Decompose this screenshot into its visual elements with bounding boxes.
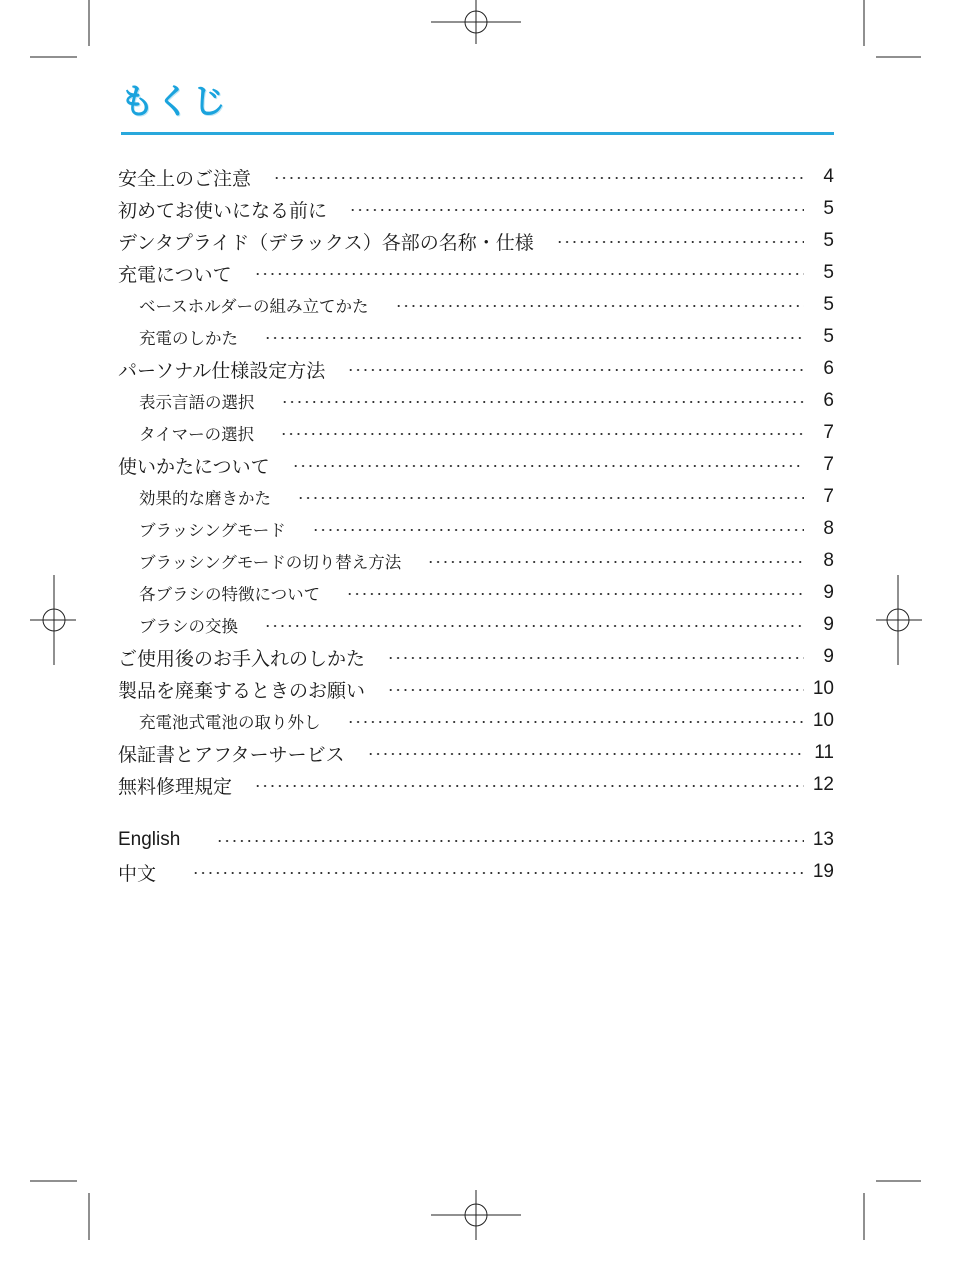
toc-entry-label: タイマーの選択: [139, 425, 255, 444]
toc-entry-page-number: 5: [823, 198, 834, 219]
toc-entry-label: 保証書とアフターサービス: [118, 743, 345, 766]
toc-language-page-number: 13: [812, 829, 834, 850]
toc-entry: [139, 485, 834, 509]
toc-entry-page-number: 5: [823, 294, 834, 315]
dot-leader: [387, 657, 804, 659]
dot-leader: [367, 753, 804, 755]
toc-entry-label: デンタプライド（デラックス）各部の名称・仕様: [118, 231, 534, 254]
toc-entry: [118, 357, 834, 381]
toc-entry-page-number: 6: [823, 358, 834, 379]
toc-entry-page-number: 8: [823, 518, 834, 539]
toc-entry-label: 使いかたについて: [118, 455, 270, 478]
toc-entry: [118, 645, 834, 669]
toc-entry-page-number: 4: [823, 166, 834, 187]
toc-entry-page-number: 7: [823, 486, 834, 507]
dot-leader: [216, 840, 804, 842]
toc-entry: [139, 613, 834, 637]
dot-leader: [346, 593, 804, 595]
toc-entry-page-number: 9: [823, 646, 834, 667]
toc-entry: [139, 549, 834, 573]
toc-entry-label: 安全上のご注意: [118, 167, 252, 190]
toc-entry: [139, 421, 834, 445]
toc-entry: [118, 453, 834, 477]
toc-entry: [139, 581, 834, 605]
toc-language-label: English: [118, 829, 181, 850]
dot-leader: [556, 241, 804, 243]
dot-leader: [387, 689, 804, 691]
dot-leader: [264, 337, 804, 339]
dot-leader: [273, 177, 804, 179]
page-title: もくじ: [120, 82, 228, 122]
dot-leader: [254, 785, 804, 787]
toc-entry-label: ご使用後のお手入れのしかた: [118, 647, 366, 670]
toc-entry: [118, 773, 834, 797]
toc-entry: [139, 325, 834, 349]
toc-entry: [118, 261, 834, 285]
toc-entry-page-number: 11: [814, 742, 834, 763]
toc-entry: [139, 293, 834, 317]
dot-leader: [427, 561, 804, 563]
toc-entry-label: 製品を廃棄するときのお願い: [118, 679, 366, 702]
toc-entry: [118, 741, 834, 765]
toc-entry-label: ブラッシングモード: [139, 521, 286, 540]
toc-entry-page-number: 10: [812, 678, 834, 699]
dot-leader: [292, 465, 804, 467]
toc-entry: [118, 677, 834, 701]
toc-entry: [118, 197, 834, 221]
toc-entry-label: 充電池式電池の取り外し: [139, 713, 321, 732]
toc-entry-label: 表示言語の選択: [139, 393, 255, 412]
dot-leader: [264, 625, 804, 627]
toc-entry-label: ベースホルダーの組み立てかた: [139, 297, 369, 316]
toc-entry-label: 初めてお使いになる前に: [118, 199, 328, 222]
toc-language-entry: [118, 828, 834, 852]
toc-language-label: 中文: [118, 863, 157, 885]
toc-entry-label: ブラシの交換: [139, 617, 238, 636]
toc-entry-page-number: 12: [812, 774, 834, 795]
toc-entry-label: 効果的な磨きかた: [139, 489, 271, 508]
toc-entry-page-number: 5: [823, 326, 834, 347]
toc-language-page-number: 19: [812, 861, 834, 882]
toc-entry-page-number: 9: [823, 614, 834, 635]
dot-leader: [349, 209, 804, 211]
toc-entry-label: 各ブラシの特徴について: [139, 585, 321, 604]
dot-leader: [192, 872, 804, 874]
dot-leader: [347, 369, 804, 371]
toc-entry-page-number: 6: [823, 390, 834, 411]
toc-entry-label: 無料修理規定: [118, 775, 233, 798]
toc-entry-page-number: 7: [823, 422, 834, 443]
dot-leader: [347, 721, 805, 723]
toc-language-entry: [118, 860, 834, 884]
toc-entry-label: 充電のしかた: [139, 329, 238, 348]
toc-entry: [139, 517, 834, 541]
toc-entry: [118, 165, 834, 189]
toc-entry-label: ブラッシングモードの切り替え方法: [139, 553, 402, 572]
dot-leader: [395, 305, 804, 307]
dot-leader: [281, 401, 805, 403]
toc-entry-page-number: 9: [823, 582, 834, 603]
toc-entry-page-number: 5: [823, 230, 834, 251]
toc-entry-page-number: 10: [812, 710, 834, 731]
toc-entry: [139, 389, 834, 413]
toc-entry-label: 充電について: [118, 263, 232, 286]
toc-entry: [118, 229, 834, 253]
dot-leader: [280, 433, 804, 435]
dot-leader: [254, 273, 804, 275]
toc-entry: [139, 709, 834, 733]
toc-entry-page-number: 5: [823, 262, 834, 283]
dot-leader: [312, 529, 804, 531]
dot-leader: [297, 497, 804, 499]
toc-entry-page-number: 7: [823, 454, 834, 475]
toc-entry-label: パーソナル仕様設定方法: [118, 359, 326, 382]
toc-entry-page-number: 8: [823, 550, 834, 571]
